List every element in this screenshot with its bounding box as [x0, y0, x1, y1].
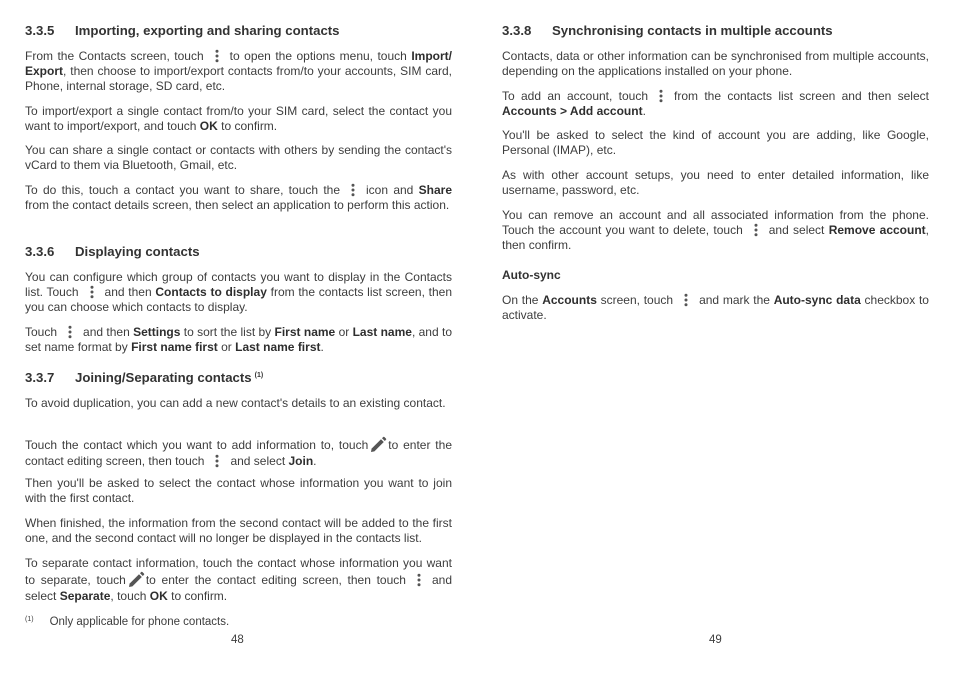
paragraph: To import/export a single contact from/to your SIM card, select the contact you want to import/export, and touch OK to confirm. [25, 104, 452, 133]
paragraph: To add an account, touch from the contacts list screen and then select Accounts > Add account. [502, 89, 929, 118]
paragraph: Then you'll be asked to select the contact whose information you want to join with the first contact. [25, 476, 452, 505]
paragraph: Touch the contact which you want to add information to, touch to enter the contact editing screen, then touch and select Join. [25, 438, 452, 468]
paragraph: Contacts, data or other information can be synchronised from multiple accounts, depending on the applications installed on your phone. [502, 49, 929, 78]
pencil-edit-icon [369, 436, 387, 454]
paragraph: When finished, the information from the second contact will be added to the first one, and the second contact will no longer be displayed in the contacts list. [25, 516, 452, 545]
paragraph: To do this, touch a contact you want to share, touch the icon and Share from the contact details screen, then select an application to perform this action. [25, 183, 452, 212]
more-vert-icon [210, 454, 224, 468]
paragraph: You'll be asked to select the kind of account you are adding, like Google, Personal (IMAP), etc. [502, 128, 929, 157]
paragraph: Touch and then Settings to sort the list by First name or Last name, and to set name format by First name first or Last name first. [25, 325, 452, 354]
subheading-auto-sync: Auto-sync [502, 268, 561, 282]
more-vert-icon [412, 573, 426, 587]
paragraph: On the Accounts screen, touch and mark the Auto-sync data checkbox to activate. [502, 293, 929, 322]
more-vert-icon [346, 183, 360, 197]
paragraph: You can share a single contact or contacts with others by sending the contact's vCard to them via Bluetooth, Gmail, etc. [25, 143, 452, 172]
section-heading-3-3-7: 3.3.7 Joining/Separating contacts $^{(1)}$ [25, 370, 264, 385]
more-vert-icon [63, 325, 77, 339]
section-heading-3-3-8: 3.3.8 Synchronising contacts in multiple accounts [502, 23, 833, 38]
more-vert-icon [654, 89, 668, 103]
more-vert-icon [210, 49, 224, 63]
page-number: 48 [231, 634, 244, 646]
paragraph: To separate contact information, touch the contact whose information you want to separate, touch to enter the contact editing screen, then touch and select Separate, touch OK to confirm. [25, 556, 452, 603]
more-vert-icon [85, 285, 99, 299]
section-heading-3-3-5: 3.3.5 Importing, exporting and sharing contacts [25, 23, 340, 38]
paragraph: You can configure which group of contacts you want to display in the Contacts list. Touch and then Contacts to display from the contacts list screen, then you can choose which contacts to display. [25, 270, 452, 314]
section-heading-3-3-6: 3.3.6 Displaying contacts [25, 244, 200, 259]
paragraph: You can remove an account and all associated information from the phone. Touch the account you want to delete, touch and select Remove account, then confirm. [502, 208, 930, 252]
page-number: 49 [709, 634, 722, 646]
more-vert-icon [679, 293, 693, 307]
paragraph: As with other account setups, you need to enter detailed information, like username, password, etc. [502, 168, 929, 197]
pencil-edit-icon [127, 571, 145, 589]
more-vert-icon [749, 223, 763, 237]
paragraph: From the Contacts screen, touch to open the options menu, touch Import/ Export, then choose to import/export contacts from/to your accounts, SIM card, Phone, internal storage, SD card, etc. [25, 49, 452, 93]
paragraph: To avoid duplication, you can add a new contact's details to an existing contact. [25, 396, 446, 410]
footnote: $^{(1)}$ Only applicable for phone contacts. [25, 616, 230, 628]
